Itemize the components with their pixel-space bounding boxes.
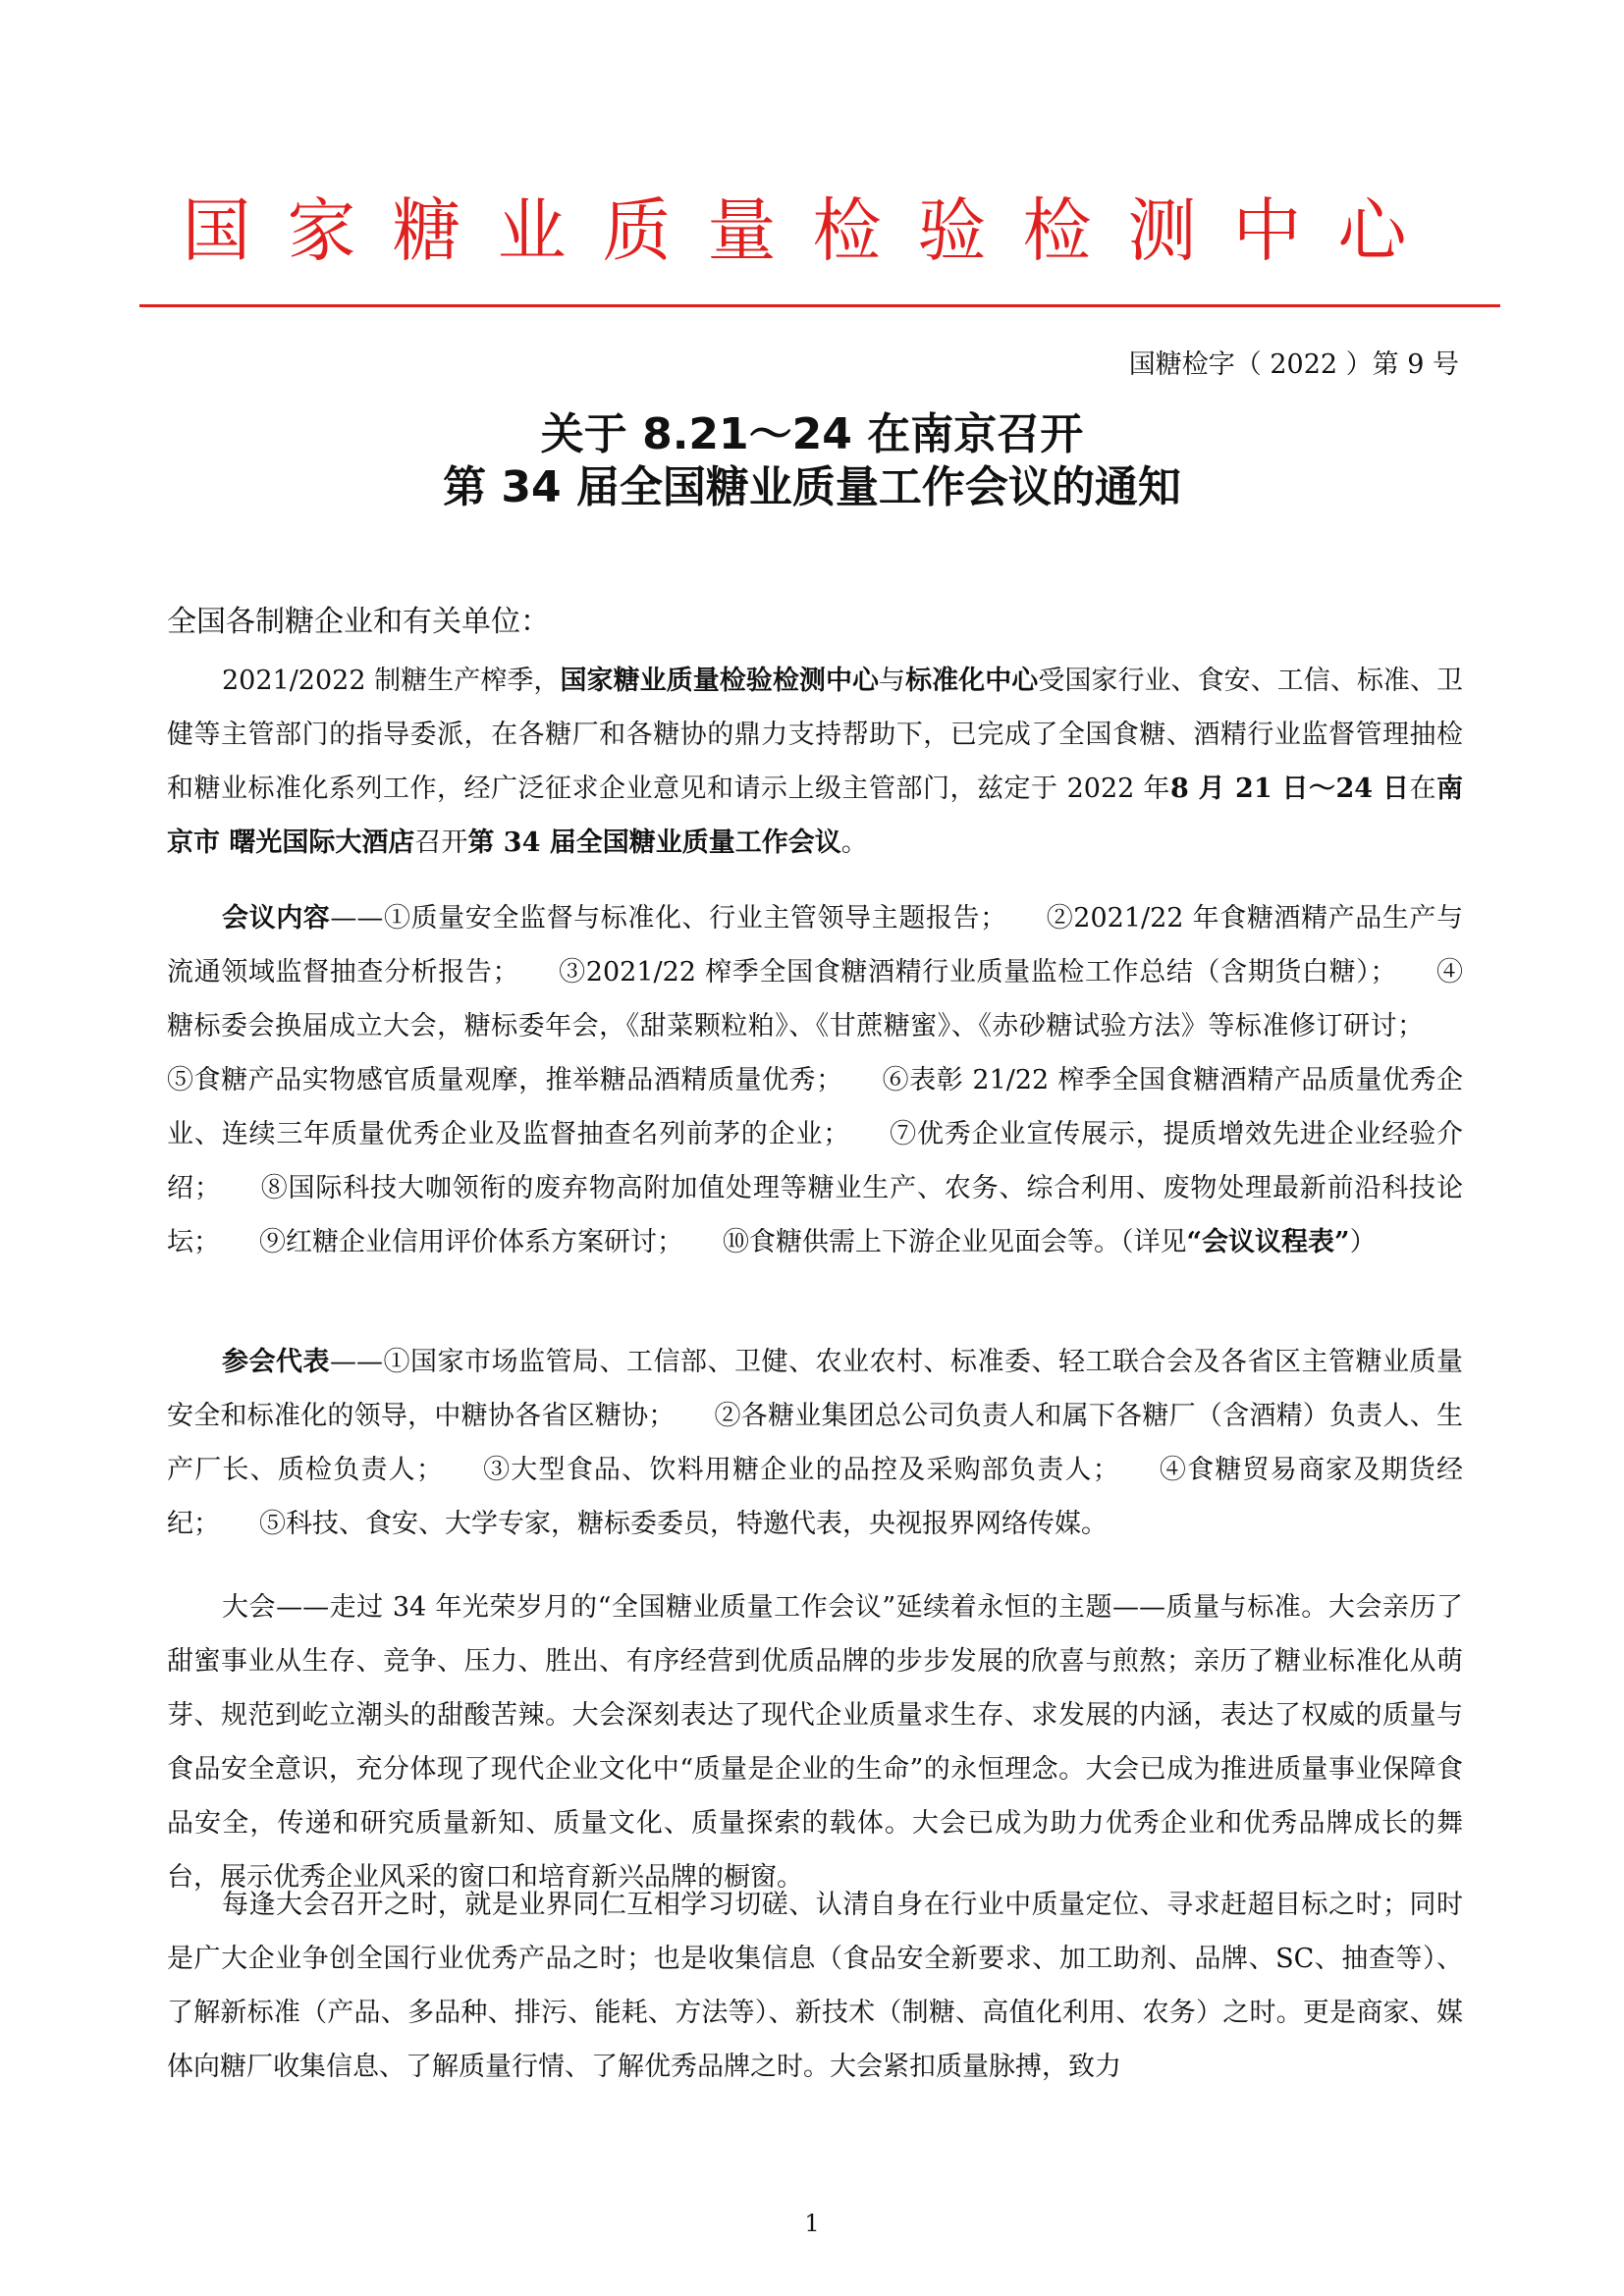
intro-venue: 南京市 曙光国际大酒店	[167, 774, 1463, 858]
intro-center-name: 标准化中心	[905, 666, 1039, 696]
page-number: 1	[804, 2210, 820, 2237]
agenda-item: ⑧国际科技大咖领衔的废弃物高附加值处理等糖业生产、农务、综合利用、废物处理最新前沿科技论坛；	[167, 1173, 1464, 1257]
agenda-note: ）	[1349, 1227, 1377, 1257]
agenda-item: ⑤食糖产品实物感官质量观摩，推举糖品酒精质量优秀；	[167, 1065, 843, 1095]
agenda-item: ⑦优秀企业宣传展示，提质增效先进企业经验介绍；	[167, 1119, 1463, 1203]
paragraph-attendees	[167, 1335, 1463, 1551]
attendee-item: ②各糖业集团总公司负责人和属下各糖厂（含酒精）负责人、生产厂长、质检负责人；	[167, 1401, 1464, 1485]
attendee-item: ⑤科技、食安、大学专家，糖标委委员，特邀代表，央视报界网络传媒。	[259, 1509, 1108, 1539]
intro-date: 8 月 21 日～24 日	[1169, 774, 1410, 804]
paragraph-intro	[167, 654, 1463, 870]
paragraph-meeting-content	[167, 891, 1463, 1269]
agenda-item: ⑨红糖企业信用评价体系方案研讨；	[259, 1227, 683, 1257]
label-dash: ——	[330, 1347, 383, 1377]
intro-meeting-name: 第 34 届全国糖业质量工作会议	[467, 828, 841, 858]
agenda-note: （详见	[1120, 1227, 1187, 1257]
attendees-label: 参会代表	[222, 1347, 330, 1377]
label-dash: ——	[330, 903, 384, 934]
intro-org-name: 国家糖业质量检验检测中心	[560, 666, 880, 696]
attendee-item: ④食糖贸易商家及期货经纪；	[167, 1455, 1464, 1539]
agenda-item: ⑩食糖供需上下游企业见面会等。	[723, 1227, 1120, 1257]
intro-text: 在	[1409, 774, 1436, 804]
agenda-note-title: “会议议程表”	[1186, 1227, 1350, 1257]
document-number: 国糖检字（ 2022 ）第 9 号	[1128, 349, 1459, 380]
intro-text: 召开	[414, 828, 468, 858]
intro-text: 。	[840, 828, 868, 858]
conference-history-text: 大会——走过 34 年光荣岁月的“全国糖业质量工作会议”延续着永恒的主题——质量与标准。大会亲历了甜蜜事业从生存、竞争、压力、胜出、有序经营到优质品牌的步步发展的欣喜与煎熬；亲历了糖业标准化从萌芽、规范到屹立潮头的甜酸苦辣。大会深刻表达了现代企业质量求生存、求发展的内涵，表达了权威的质量与食品安全意识，充分体现了现代企业文化中“质量是企业的生命”的永恒理念。大会已成为推进质量事业保障食品安全，传递和研究质量新知、质量文化、质量探索的载体。大会已成为助力优秀企业和优秀品牌成长的舞台，展示优秀企业风采的窗口和培育新兴品牌的橱窗。	[167, 1592, 1463, 1893]
agenda-item: ④糖标委会换届成立大会，糖标委年会，《甜菜颗粒粕》、《甘蔗糖蜜》、《赤砂糖试验方法》等标准修订研讨；	[167, 957, 1464, 1041]
intro-text: 2021/2022 制糖生产榨季，	[222, 666, 561, 696]
meeting-content-label: 会议内容	[222, 903, 331, 934]
paragraph-conference-purpose	[167, 1878, 1463, 2094]
agenda-item: ③2021/22 榨季全国食糖酒精行业质量监检工作总结（含期货白糖）；	[558, 957, 1397, 988]
intro-text: 受国家行业、食安、工信、标准、卫健等主管部门的指导委派，在各糖厂和各糖协的鼎力支持帮助下，已完成了全国食糖、酒精行业监督管理抽检和糖业标准化系列工作，经广泛征求企业意见和请示上级主管部门，兹定于 2022 年	[167, 666, 1464, 804]
title-line-1: 关于 8.21～24 在南京召开	[540, 409, 1084, 459]
header-red-rule	[139, 304, 1500, 307]
agenda-item: ①质量安全监督与标准化、行业主管领导主题报告；	[383, 903, 1007, 934]
intro-text: 与	[879, 666, 906, 696]
attendee-item: ①国家市场监管局、工信部、卫健、农业农村、标准委、轻工联合会及各省区主管糖业质量安全和标准化的领导，中糖协各省区糖协；	[167, 1347, 1463, 1431]
salutation: 全国各制糖企业和有关单位：	[167, 605, 550, 639]
conference-purpose-text: 每逢大会召开之时，就是业界同仁互相学习切磋、认清自身在行业中质量定位、寻求赶超目标之时；同时是广大企业争创全国行业优秀产品之时；也是收集信息（食品安全新要求、加工助剂、品牌、SC、抽查等）、了解新标准（产品、多品种、排污、能耗、方法等）、新技术（制糖、高值化利用、农务）之时。更是商家、媒体向糖厂收集信息、了解质量行情、了解优秀品牌之时。大会紧扣质量脉搏，致力	[167, 1890, 1463, 2082]
agenda-item: ⑥表彰 21/22 榨季全国食糖酒精产品质量优秀企业、连续三年质量优秀企业及监督抽查名列前茅的企业；	[167, 1065, 1463, 1149]
attendee-item: ③大型食品、饮料用糖企业的品控及采购部负责人；	[481, 1455, 1119, 1485]
organization-header: 国家糖业质量检验检测中心	[182, 190, 1443, 271]
title-line-2: 第 34 届全国糖业质量工作会议的通知	[443, 462, 1181, 512]
paragraph-conference-history	[167, 1580, 1463, 1904]
agenda-item: ②2021/22 年食糖酒精产品生产与流通领域监督抽查分析报告；	[167, 903, 1464, 988]
